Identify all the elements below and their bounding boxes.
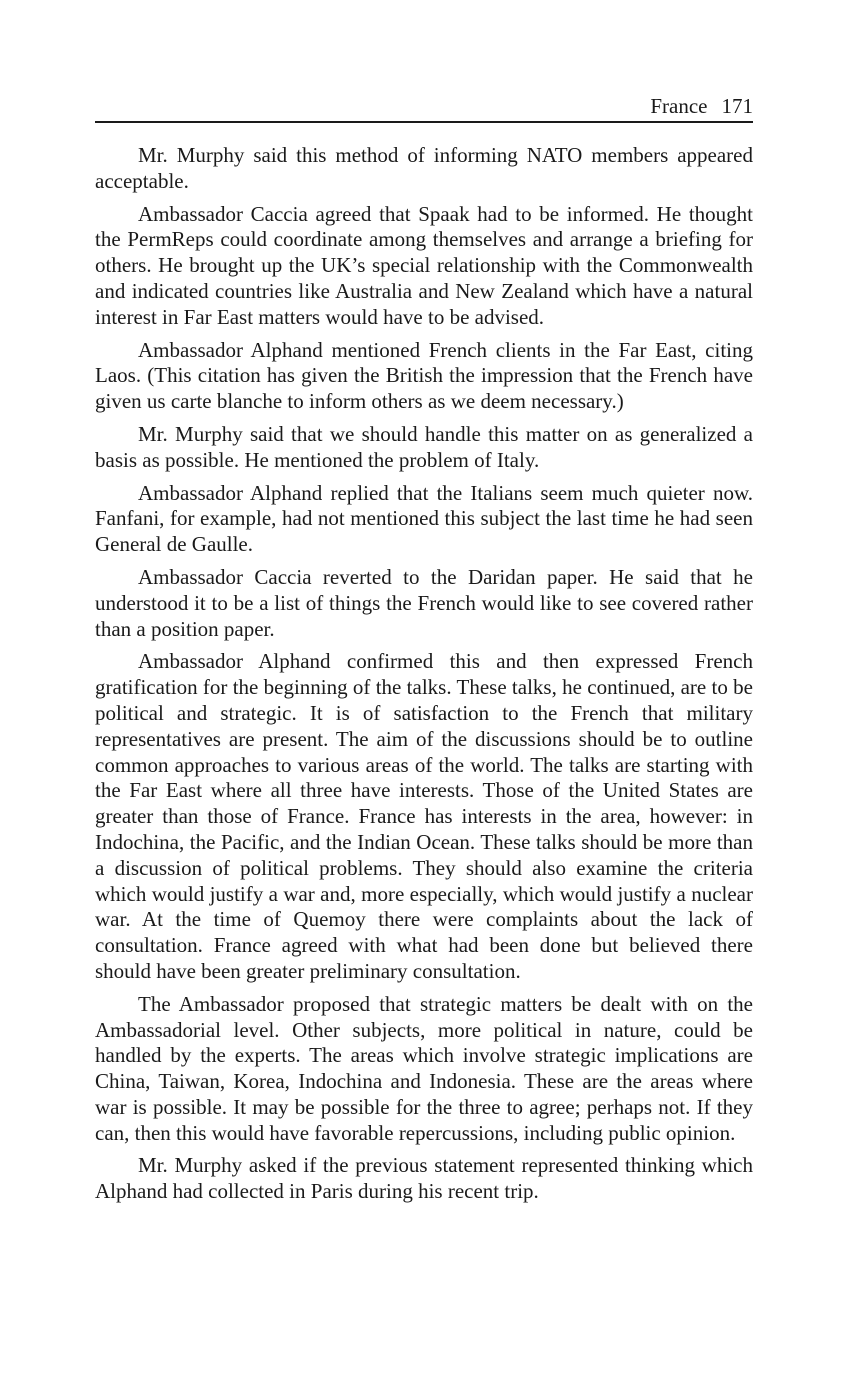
running-head [95,92,753,120]
paragraph-1: Mr. Murphy said this method of informing NATO members appeared acceptable. [95,143,753,193]
paragraph-8: The Ambassador proposed that strategic matters be dealt with on the Ambassadorial level. Other subjects, more political in nature, could be handled by the experts. The areas which involve strategic implications are China, Taiwan, Korea, Indochina and Indonesia. These are the areas where war is possible. It may be possible for the three to agree; perhaps not. If they can, then this would have favorable repercussions, including public opinion. [95,991,753,1145]
body-text [95,143,753,1212]
paragraph-5: Ambassador Alphand replied that the Italians seem much quieter now. Fanfani, for example, had not mentioned this subject the last time he had seen General de Gaulle. [95,480,753,557]
header-rule [95,121,753,123]
paragraph-2: Ambassador Caccia agreed that Spaak had to be informed. He thought the PermReps could coordinate among themselves and arrange a briefing for others. He brought up the UK’s special relationship with the Commonwealth and indicated countries like Australia and New Zealand which have a natural interest in Far East matters would have to be advised. [95,201,753,329]
paragraph-6: Ambassador Caccia reverted to the Daridan paper. He said that he understood it to be a list of things the French would like to see covered rather than a position paper. [95,564,753,641]
paragraph-9: Mr. Murphy asked if the previous statement represented thinking which Alphand had collected in Paris during his recent trip. [95,1153,753,1204]
paragraph-3: Ambassador Alphand mentioned French clients in the Far East, citing Laos. (This citation has given the British the impression that the French have given us carte blanche to inform others as we deem necessary.) [95,337,753,414]
page-number: 171 [721,94,753,118]
paragraph-4: Mr. Murphy said that we should handle this matter on as generalized a basis as possible. He mentioned the problem of Italy. [95,421,753,472]
paragraph-7: Ambassador Alphand confirmed this and then expressed French gratification for the beginning of the talks. These talks, he continued, are to be political and strategic. It is of satisfaction to the French that military representatives are present. The aim of the discussions should be to outline common approaches to various areas of the world. The talks are starting with the Far East where all three have interests. Those of the United States are greater than those of France. France has interests in the area, however: in Indochina, the Pacific, and the Indian Ocean. These talks should be more than a discussion of political problems. They should also examine the criteria which would justify a war and, more especially, which would justify a nuclear war. At the time of Quemoy there were complaints about the lack of consultation. France agreed with what had been done but believed there should have been greater preliminary consultation. [95,649,753,983]
section-title: France [650,94,708,118]
